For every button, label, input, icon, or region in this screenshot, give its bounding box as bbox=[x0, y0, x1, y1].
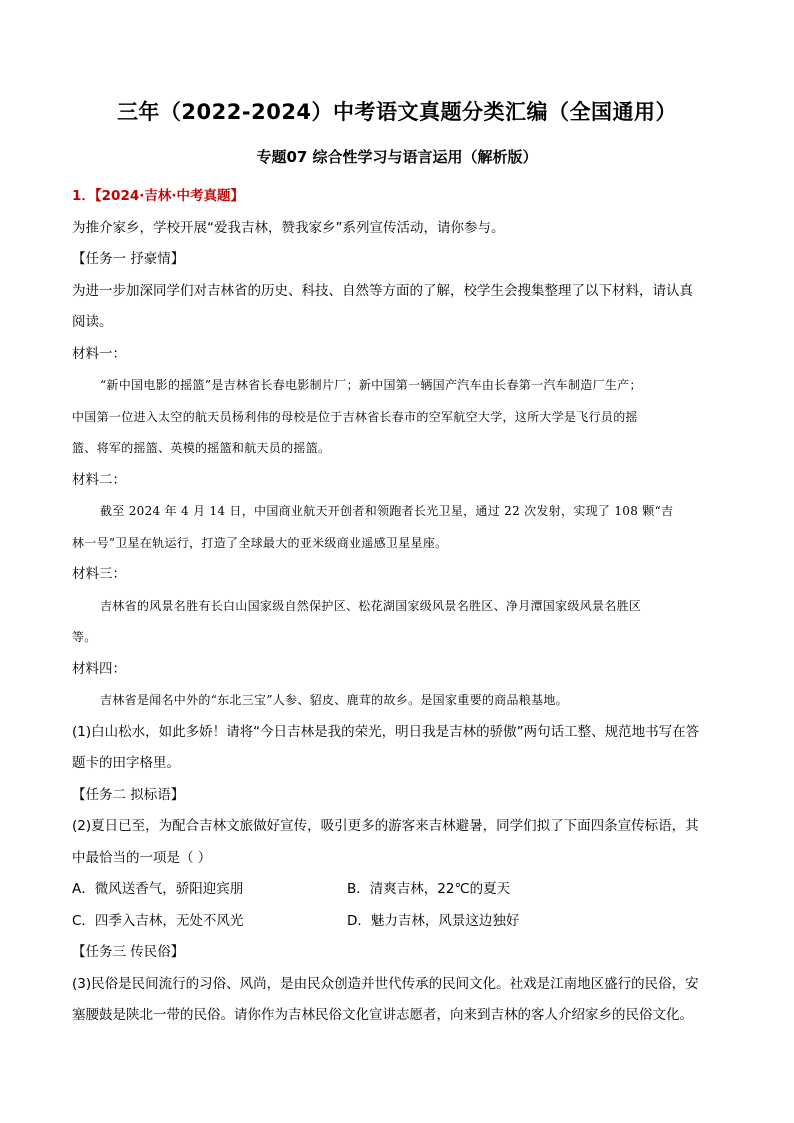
intro-text: 为推介家乡，学校开展“爱我吉林，赞我家乡”系列宣传活动，请你参与。 bbox=[72, 219, 505, 236]
material4-label: 材料四： bbox=[72, 660, 126, 677]
question-header bbox=[72, 181, 722, 213]
task1-heading: 【任务一 抒豪情】 bbox=[72, 251, 185, 267]
material2-text: 截至 2024 年 4 月 14 日，中国商业航天开创者和领跑者长光卫星，通过 22 次发射，实现了 108 颗“吉 bbox=[100, 504, 674, 518]
subquestion-1-cont: 题卡的田字格里。 bbox=[72, 755, 180, 771]
options-row-1 bbox=[72, 874, 722, 906]
material2-text: 林一号”卫星在轨运行，打造了全球最大的亚米级商业遥感卫星星座。 bbox=[72, 535, 448, 550]
options-row-2 bbox=[72, 906, 722, 938]
option-d: D．魅力吉林，风景这边独好 bbox=[347, 912, 520, 929]
material2-label: 材料二： bbox=[72, 471, 126, 488]
subquestion-2: (2)夏日已至，为配合吉林文旅做好宣传，吸引更多的游客来吉林避暑，同学们拟了下面四条宣传标语，其 bbox=[72, 818, 699, 834]
subquestion-2-cont: 中最恰当的一项是（ ） bbox=[72, 849, 212, 866]
task2-heading: 【任务二 拟标语】 bbox=[72, 786, 185, 803]
material1-label: 材料一： bbox=[72, 345, 126, 362]
material4-text: 吉林省是闻名中外的“东北三宝”人参、貂皮、鹿茸的故乡。是国家重要的商品粮基地。 bbox=[100, 693, 568, 707]
material1-text: 中国第一位进入太空的航天员杨利伟的母校是位于吉林省长春市的空军航空大学，这所大学是飞行员的摇 bbox=[72, 409, 638, 424]
question-source-tag: 【2024·吉林·中考真题】 bbox=[94, 188, 244, 204]
question-number: 1． bbox=[72, 188, 95, 204]
subquestion-3-cont: 塞腰鼓是陕北一带的民俗。请你作为吉林民俗文化宣讲志愿者，向来到吉林的客人介绍家乡的民俗文化。 bbox=[72, 1007, 693, 1023]
task1-description-cont: 阅读。 bbox=[72, 314, 113, 330]
option-c: C．四季入吉林，无处不风光 bbox=[72, 912, 244, 929]
material1-text: 篮、将军的摇篮、英模的摇篮和航天员的摇篮。 bbox=[72, 441, 331, 455]
task1-description: 为进一步加深同学们对吉林省的历史、科技、自然等方面的了解，校学生会搜集整理了以下材料，请认真 bbox=[72, 282, 693, 299]
subquestion-3: (3)民俗是民间流行的习俗、风尚，是由民众创造并世代传承的民间文化。社戏是江南地区盛行的民俗，安 bbox=[72, 975, 699, 992]
material3-text: 吉林省的风景名胜有长白山国家级自然保护区、松花湖国家级风景名胜区、净月潭国家级风景名胜区 bbox=[100, 598, 642, 613]
document-subtitle: 专题07 综合性学习与语言运用（解析版） bbox=[256, 148, 538, 166]
material3-label: 材料三： bbox=[72, 566, 126, 582]
option-b: B．清爽吉林，22℃的夏天 bbox=[347, 881, 511, 897]
document-title: 三年（2022-2024）中考语文真题分类汇编（全国通用） bbox=[116, 100, 678, 124]
option-a: A．微风送香气，骄阳迎宾朋 bbox=[72, 881, 244, 897]
task3-heading: 【任务三 传民俗】 bbox=[72, 944, 185, 960]
subquestion-1: (1)白山松水，如此多娇！请将“今日吉林是我的荣光，明日我是吉林的骄傲”两句话工整、规范地书写在答 bbox=[72, 723, 700, 740]
material3-text: 等。 bbox=[72, 630, 97, 644]
material1-text: “新中国电影的摇篮”是吉林省长春电影制片厂；新中国第一辆国产汽车由长春第一汽车制造厂生产； bbox=[100, 378, 642, 392]
question-body bbox=[72, 181, 722, 1032]
